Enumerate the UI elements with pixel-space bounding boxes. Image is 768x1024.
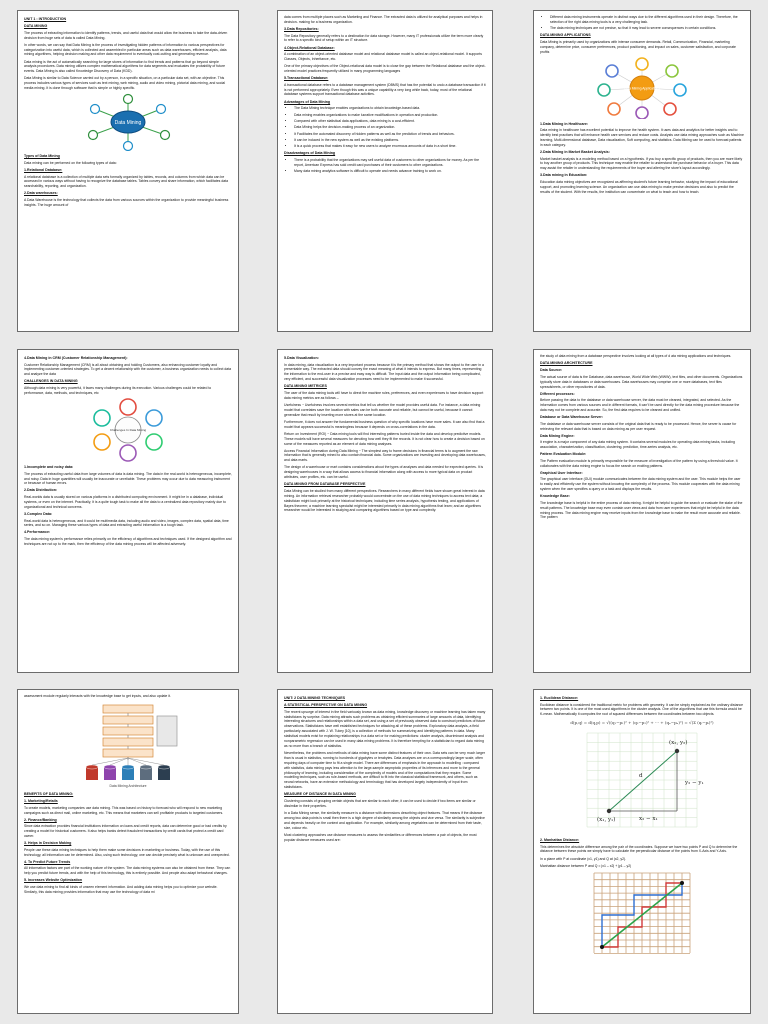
paragraph: Manhattan distance between P and Q = |x1 – x2| + |y1 – y2|	[540, 863, 632, 868]
challenges-figure	[24, 398, 232, 462]
paragraph: Since data extraction provides financial institutions information on loans and credit reports, data can determine good or bad credits by creating a model for historical customers. It also helps banks detect fraudulent transactions by credit cards that protect a credit card owner.	[24, 824, 227, 839]
paragraph: Data mining is the act of automatically searching for large stores of information to find trends and patterns that go beyond simple analysis procedures. Data mining utilizes complex mathematical algorithms for data segments and evaluates the probability of future events. Data Mining is also called Knowledge Discovery of Data (KDD).	[24, 59, 226, 74]
paragraph: People use these data mining techniques to help them make some decisions in marketing or business. Today, with the use of this technology, all information can be determined. Also, using such technology, one can decide precisely what is unknown and unexpected.	[24, 847, 230, 857]
paragraph: The user of the data mining tools will have to direct the machine rules, preferences, and even experiences to have decision support data mining metrics are as follows –	[284, 390, 484, 400]
paragraph: Clustering consists of grouping certain objects that are similar to each other, it can be used to decide if two items are similar or dissimilar in their properties.	[284, 798, 476, 808]
section-heading: A STATISTICAL PERSPECTIVE ON DATA MINING	[284, 703, 368, 708]
section-heading: 4.Data Mining in CRM (Customer Relationship Management):	[24, 356, 128, 360]
euclidean-plot-figure-svg	[577, 729, 707, 835]
section-heading: 1. Marketing/Retails	[24, 799, 58, 804]
paragraph: The process of extracting information to identify patterns, trends, and useful data that would allow the business to take the data-driven decision from huge sets of data is called Data Mining.	[24, 30, 228, 40]
paragraph: Education data mining objectives are recognized as affirming student's future learning behavior, studying the impact of educational support, and promoting learning science. An organization can use data mining to make precise decisions and also to predict the results of the student. With the results, the institution can concentrate on what to teach and how to teach.	[540, 180, 738, 194]
paragraph: the study of data mining from a database perspective involves looking at all types of d ata mining applications and techniques.	[540, 354, 732, 358]
list-item: • Data Mining helps the decision-making process of an organization.	[294, 125, 486, 130]
section-heading: DATA MINING METRICES	[284, 384, 327, 389]
list-item: • It is a quick process that makes it easy for new users to analyze enormous amounts of data in a short time.	[294, 144, 486, 149]
document-page-1	[17, 10, 239, 332]
paragraph: A Data Warehouse is the technology that collects the data from various sources within the organization to provide meaningful business insights. The huge amount of	[24, 197, 229, 207]
paragraph: Data mining can be performed on the following types of data:	[24, 160, 117, 165]
paragraph: To create models, marketing companies use data mining. This was based on history to forecast who will respond to new marketing campaigns such as direct mail, online marketing, etc. This means that marketers can sell profitable products to targeted customers.	[24, 805, 224, 815]
paragraph: The Pattern evaluation module is primarily responsible for the measure of investigation of the pattern by using a threshold value. It collaborates with the data mining engine to focus the search on exciting patterns.	[540, 458, 738, 468]
document-page-6	[533, 349, 751, 673]
point-2-label: (x₂, y₂)	[669, 739, 688, 746]
document-page-4	[17, 349, 239, 673]
section-heading: Graphical User Interface:	[540, 470, 583, 475]
section-heading: 1.Data Mining in Healthcare:	[540, 121, 589, 126]
paragraph: Before passing the data to the database or data warehouse server, the data must be cleaned, integrated, and selected. As the information comes from various sources and in different formats, it can't be used directly for the data mining procedure because the data may not be complete and accurate. So, the first data requires to be cleaned and unified.	[540, 398, 740, 412]
paragraph: Euclidean distance is considered the traditional metric for problems with geometry. It can be simply explained as the ordinary distance between two points. It is one of the most used algorithms in the cluster analysis. One of the algorithms that use this formula would be K-mean. Mathematically it computes the root of squared differences between the coordinates between two objects.	[540, 702, 744, 717]
paragraph: Return on Investment (ROI) − Data mining tools will find interesting patterns buried inside the data and develop predictive models. These models will have several measures for denoting how well they fit the records. It is not clear how to create a decision based on some of the measures reported as an element of data mining analyses.	[284, 431, 485, 446]
paragraph: A combination of an object-oriented database model and relational database model is called an object-relational model. It supports Classes, Objects, Inheritance, etc.	[284, 52, 482, 62]
paragraph: The data mining system's performance relies primarily on the efficiency of algorithms and techniques used. If the designed algorithm and techniques are not up to the mark, then the efficiency of the data mining process will be affected adversely.	[24, 537, 232, 546]
paragraph: The recent upsurge of interest in the field variously known as data mining, knowledge discovery or machine learning has taken many statisticians by surprise. Data mining attracts such problems as obtaining efficient summaries of large amounts of data, identifying interesting structures and relationships within a data set, and using a set of previously observed data to construct predictors of future observations. Statisticians have well established techniques for attacking all of these problems. Exploratory data analysis, a field particularly associated with J. W. Tukey [10], is a collection of methods for summarizing and identifying patterns in data. Many statistical models exist for explaining relationships in a data set or for making predictions: cluster analysis, discriminant analysis and nonparametric regression can be used in many data mining problems. It is therefore tempting for a statistician to regard data mining as no more than a branch of statistics.	[284, 709, 486, 748]
paragraph: Although data mining is very powerful, it faces many challenges during its execution. Various challenges could be related to performance, data, methods, and techniques, etc	[24, 386, 212, 395]
architecture-label: Data Mining Architecture	[109, 784, 147, 789]
section-heading: DATA MINING FROM DATABASE PERSPECTIVE	[284, 482, 366, 487]
section-heading: 5. Increases Website Optimization	[24, 878, 83, 883]
paragraph: Most clustering approaches use distance measures to assess the similarities or differences between a pair of objects, the most popular distance measures used are:	[284, 832, 477, 842]
section-heading: UNIT 1 : INTRODUCTION	[24, 17, 67, 21]
paragraph: assessment module regularly interacts with the knowledge base to get inputs, and also update it.	[24, 694, 171, 698]
document-page-5	[277, 349, 493, 673]
document-page-2	[277, 10, 493, 332]
section-heading: Database or Data Warehouse Server:	[540, 415, 603, 420]
paragraph: The design of a warehouse or mart contains considerations about the types of analyses and data needed for expected queries. It is designing warehouses in a way that allows access to financial information along with access to more typical data on product attributes, user profiles, etc. can be useful.	[284, 465, 484, 480]
manhattan-grid-figure	[540, 871, 744, 955]
section-heading: 3.Data mining in Education:	[540, 173, 588, 178]
paragraph: Data Mining is similar to Data Science carried out by a person, in a specific situation, on a particular data set, with an objective. This process includes various types of services such as text mining, web mining, audio and video mining, pictorial data mining, and social media mining. It is done through software that is simple or highly specific.	[24, 76, 226, 91]
paragraph: The Data Repository generally refers to a destination for data storage. However, many IT professionals utilize the term more clearly to refer to a specific kind of setup within an IT structure.	[284, 33, 484, 43]
section-heading: 2.Data Distribution:	[24, 488, 58, 493]
paragraph: Nevertheless, the problems and methods of data mining have some distinct features of their own. Data sets can be very much larger than is usual in statistics, running to hundreds of gigabytes or terabytes. Data analyses are on a correspondingly larger scale, often requiring days of computer time to fit a single model. There are differences of emphasis in the approach to modelling : compared with statistics, data mining pays less attention to the large-sample asymptotic properties of its inferences and more to the general philosophy of learning, including consideration of the complexity of models and of the computations that they require. Some modelling techniques, such as rule-based methods, are difficult to fit into the classical statistical framework, and others, such as neural networks, have an extensive methodology and terminology that has developed largely independently of input from statisticians.	[284, 751, 486, 790]
section-heading: 4.Performance:	[24, 530, 51, 535]
manhattan-grid-figure-svg	[590, 871, 694, 955]
list-item: • It Facilitates the automated discovery of hidden patterns as well as the prediction of trends and behaviors.	[294, 132, 486, 137]
paragraph: In a plane with P at coordinate (x1, y1) and Q at (x2, y2).	[540, 856, 627, 861]
paragraph: data comes from multiple places such as Marketing and Finance. The extracted data is utilized for analytical purposes and helps in decision- making for a business organization.	[284, 15, 483, 24]
applications-figure-svg	[594, 57, 690, 119]
applications-figure	[540, 57, 744, 119]
section-heading: 4.Object-Relational Database:	[284, 45, 335, 50]
list-item: • Data mining enables organizations to make lucrative modifications in operation and production.	[294, 113, 486, 118]
paragraph: Furthermore, it does not answer the fundamental business question of why specific locations have more sales. It can also find that a model that appears successful is meaningless because it depends on cross-correlations in the data.	[284, 419, 485, 429]
paragraph: The database or data warehouse server consists of the original data that is ready to be processed. Hence, the server is cause for retrieving the relevant data that is based on data mining as per user request.	[540, 421, 737, 431]
section-heading: Disadvantages of Data Mining	[284, 151, 336, 156]
point-1-label: (x₁, y₁)	[597, 816, 616, 823]
paragraph: In a Data Mining sense, the similarity measure is a distance with dimensions describing object features. That means if the distance among two data points is small then there is a high degree of similarity among the objects and vice versa. The similarity is subjective and depends heavily on the context and application. For example, similarity among vegetables can be determined from their taste, size, colour etc.	[284, 810, 485, 830]
section-heading: 2. Finance/Banking	[24, 817, 57, 822]
data-mining-hub-figure	[24, 93, 232, 151]
section-heading: Different processes:	[540, 391, 575, 396]
architecture-figure	[24, 701, 232, 789]
section-heading: 2.Data Mining in Market Basket Analysis:	[540, 149, 610, 154]
challenges-figure-svg	[80, 398, 176, 462]
list-item: • It can be induced in the new system as well as the existing platforms.	[294, 138, 486, 143]
section-heading: 2.Data warehouses:	[24, 191, 58, 196]
paragraph: We use data mining to find all kinds of unseen element information. And adding data mining helps you to optimize your website. Similarly, this data mining provides information that may use the technology of data mi	[24, 884, 218, 894]
bullet-list	[284, 106, 486, 149]
document-page-9	[533, 689, 751, 1014]
section-heading: DATA MINING	[24, 24, 48, 29]
paragraph: Customer Relationship Management (CRM) is all about obtaining and holding Customers, also enhancing customer loyalty and implementing customer-oriented strategies. To get a decent relationship with the customer, a business organization needs to collect data and analyze the data	[24, 362, 232, 377]
section-heading: 2. Manhattan Distance:	[540, 837, 580, 842]
euclidean-plot-figure	[540, 729, 744, 835]
paragraph: Data mining in healthcare has excellent potential to improve the health system. It uses data and analytics for better insights and to identify best practices that will enhance health care services and reduce costs. Analysts use data mining approaches such as Machine learning, Multi-dimensional database, Data visualization, Soft computing, and statistics. Data Mining can be used to forecast patients in each category.	[540, 128, 744, 147]
hub-label: Data Mining	[114, 120, 142, 127]
architecture-figure-svg	[73, 701, 183, 789]
section-heading: Types of Data Mining	[24, 154, 60, 159]
paragraph: All information factors are part of the working nature of the system. The data mining systems can also be obtained from these. They can help you predict future trends, and with the help of this technology, this is entirely possible. And people also adapt behavioral changes.	[24, 866, 231, 876]
dx-label: x₂ − x₁	[639, 815, 658, 822]
paragraph: The knowledge base is helpful in the entire process of data mining. It might be helpful to guide the search or evaluate the stake of the result patterns. The knowledge base may even contain user views and data from user experiences that might be helpful in the data mining process. The data mining engine may receive inputs from the knowledge base to make the result more accurate and reliable. The pattern	[540, 500, 743, 520]
list-item: • There is a probability that the organizations may sell useful data of customers to other organizations for money. As per the report, American Express has sold credit card purchases of their customers to other organizations.	[294, 158, 486, 168]
paragraph: Usefulness − Usefulness involves several metrics that tell us whether the model provides useful data. For instance, a data mining model that correlates save the location with sales can be both accurate and reliable, but cannot be useful, because it cannot generalize that result by inserting more stores at the same location.	[284, 402, 481, 417]
section-heading: BENEFITS OF DATA MINING:	[24, 792, 74, 797]
paragraph: A relational database is a collection of multiple data sets formally organized by tables, records, and columns from which data can be accessed in various ways without having to recognize the database tables. Tables convey and share information, which facilitates data searchability, reporting, and organization.	[24, 174, 229, 189]
list-item: • The Data Mining technique enables organizations to obtain knowledge-based data.	[294, 106, 486, 111]
paragraph: Real-worlds data is usually stored on various platforms in a distributed computing environment. It might be in a database, individual systems, or even on the internet. Practically, It is a quite tough task to make all the data to a centralized data repository mainly due to organizational and technical concerns.	[24, 495, 226, 509]
section-heading: 5.Data Visualization:	[284, 356, 319, 360]
document-page-8	[277, 689, 493, 1014]
document-page-3	[533, 10, 751, 332]
section-heading: 1.Relational Database:	[24, 167, 63, 172]
section-heading: Data Source:	[540, 368, 563, 373]
paragraph: The process of extracting useful data from large volumes of data is data mining. The data in the real-world is heterogeneous, incomplete, and noisy. Data in huge quantities will usually be inaccurate or unreliable. These problems may occur due to data measuring instrument or because of human errors.	[24, 471, 232, 486]
paragraph: It engine is a major component of any data mining system. It contains several modules for operating data mining tasks, including association, characterization, classification, clustering, prediction, time-series analysis, etc.	[540, 440, 735, 450]
section-heading: CHALLENGES IN DATA MINING	[24, 379, 78, 384]
apps-label: Data Mining Applications	[623, 86, 661, 91]
paragraph: In data mining, data visualization is a very important process because it is the primary method that shows the output to the user in a presentable way. The extracted data should convey the exact meaning of what it intends to express. But many times, representing the information to the end-user in a precise and easy way is difficult. The input data and the output information being complicated, very efficient, and successful data visualization processes need to be implemented to make it successful.	[284, 362, 484, 382]
bullet-list	[284, 158, 486, 174]
section-heading: 1.Incomplete and noisy data:	[24, 465, 74, 470]
section-heading: UNIT: 2 DATA MINING TECHNIQUES	[284, 696, 346, 700]
dy-label: y₂ − y₁	[685, 779, 704, 786]
section-heading: Data Mining Engine:	[540, 433, 575, 438]
paragraph: Data Mining is primarily used by organizations with intense consumer demands- Retail, Communication, Financial, marketing company, determine price, consumer preferences, product positioning, and impact on sales, customer satisfaction, and corporate profits	[540, 39, 736, 54]
section-heading: Advantages of Data Mining	[284, 99, 331, 104]
list-item: • Compared with other statistical data applications, data mining is a cost-efficient.	[294, 119, 486, 124]
section-heading: 4. To Predict Future Trends	[24, 859, 71, 864]
paragraph: Real-world data is heterogeneous, and it could be multimedia data, including audio and video, images, complex data, spatial data, time series, and so on. Managing these various types of data and extracting useful information is a tough task.	[24, 518, 229, 528]
euclidean-formula: d(p,q) = d(q,p) = √((q₁−p₁)² + (q₂−p₂)² + ⋯ + (qₙ−pₙ)²) = √(Σ (qᵢ−pᵢ)²)	[570, 720, 714, 726]
paragraph: The actual source of data is the Database, data warehouse, World Wide Web (WWW), text files, and other documents. Organizations typically store data in databases or data warehouses. Data warehouses may comprise one or more databases, text files spreadsheets, or other repositories of data.	[540, 374, 743, 389]
section-heading: 3.Data Repositories:	[284, 26, 319, 31]
section-heading: Pattern Evaluation Module:	[540, 452, 587, 457]
list-item: • The data mining techniques are not precise, so that it may lead to severe consequences in certain conditions.	[550, 26, 744, 31]
paragraph: One of the primary objectives of the Object-relational data model is to close the gap between the Relational database and the object-oriented model practices frequently utilized in many programming languages	[284, 64, 486, 73]
section-heading: 3.Complex Data:	[24, 511, 53, 516]
data-mining-hub-figure-svg	[83, 93, 173, 151]
distance-label: d	[639, 772, 643, 779]
section-heading: Knowledge Base:	[540, 494, 570, 499]
challenges-label: Challenges In Data Mining	[109, 428, 147, 433]
section-heading: 3. Helps in Decision Making	[24, 841, 72, 846]
paragraph: A transactional database refers to a database management system (DBMS) that has the potential to undo a database transaction if it is not performed appropriately. Even though this was a unique capability a very long while back, today, most of the relational database systems support transactional database activities.	[284, 82, 486, 97]
paragraph: Data Mining can be studied from many different perspectives. Researchers in many different fields have shown great interest in data mining. An information retrieval researcher probably would concentrate on the use of data mining techniques to access text data; a statistician might look primarily at the historical techniques; including time series analysis, hypothesis testing, and applications of Bayes theorem; a machine learning specialist might be interested primarily in data mining algorithms that learn; and an algorithms researcher would be interested in studying and comparing algorithms based on type and complexity.	[284, 488, 485, 513]
section-heading: MEASURE OF DISTANCE IN DATA MINING	[284, 792, 356, 797]
paragraph: This determines the absolute difference among the pair of the coordinates. Suppose we have two points P and Q to determine the distance between these points we simply have to calculate the perpendicular distance of the points from X-Axis and Y-Axis.	[540, 844, 738, 854]
list-item: • Different data mining instruments operate in distinct ways due to the different algorithms used in their design. Therefore, the selection of the right data mining tools is a very challenging task.	[550, 15, 744, 25]
paragraph: In other words, we can say that Data Mining is the process of investigating hidden patterns of information to various perspectives for categorization into useful data, which is collected and assembled in particular areas such as data warehouses, efficient analysis, data mining algorithms, helping decision making and other data requirement to eventually cost-cutting and generating revenue.	[24, 42, 227, 57]
bullet-list	[540, 15, 744, 31]
paragraph: Access Financial Information during Data Mining − The simplest way to frame decisions in financial terms is to augment the raw information that is generally mined to also contain financial data. Some organizations are investing and developing data warehouses, and data marts.	[284, 448, 486, 463]
section-heading: DATA MINING APPLICATIONS	[540, 33, 591, 38]
paragraph: The graphical user interface (GUI) module communicates between the data mining system and the user. This module helps the user to easily and efficiently use the system without knowing the complexity of the process. This module cooperates with the data mining system when the user specifies a query or a task and displays the results.	[540, 477, 741, 492]
document-page-7	[17, 689, 239, 1014]
list-item: • Many data mining analytics software is difficult to operate and needs advance training to work on.	[294, 169, 486, 174]
paragraph: Market basket analysis is a modeling method based on a hypothesis. If you buy a specific group of products, then you are more likely to buy another group of products. This technique may enable the retailer to understand the purchase behavior of a buyer. This data may assist the retailer in understanding the requirements of the buyer and altering the store's layout accordingly.	[540, 156, 743, 171]
section-heading: DATA MINING ARCHITECTURE	[540, 361, 593, 366]
section-heading: 1. Euclidean Distance:	[540, 696, 579, 700]
section-heading: 5.Transactional Database:	[284, 76, 329, 81]
